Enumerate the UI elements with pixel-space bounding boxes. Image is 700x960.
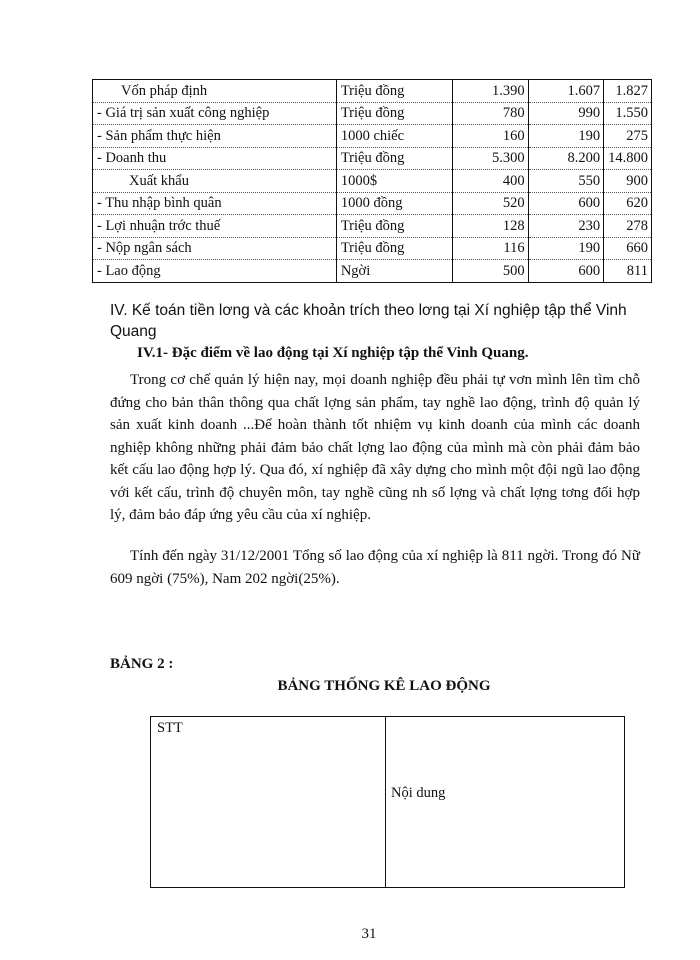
content-header: Nội dung: [391, 785, 446, 801]
row-label: - Doanh thu: [93, 147, 337, 170]
table-row: [93, 260, 652, 283]
table-row: [93, 125, 652, 148]
row-value-3: 1.550: [604, 102, 652, 125]
table-row: [93, 215, 652, 238]
row-value-2: 600: [528, 192, 604, 215]
statistics-table: [92, 79, 652, 283]
table-row: [93, 147, 652, 170]
row-unit: 1000 đồng: [336, 192, 452, 215]
table-row: [93, 237, 652, 260]
paragraph-labor-totals: Tính đến ngày 31/12/2001 Tổng số lao động của xí nghiệp là 811 ngời. Trong đó Nữ 609 ngời (75%), Nam 202 ngời(25%).: [110, 548, 640, 587]
row-value-1: 500: [453, 260, 529, 283]
row-unit: 1000 chiếc: [336, 125, 452, 148]
row-label: Vốn pháp định: [93, 80, 337, 103]
row-unit: Triệu đồng: [336, 102, 452, 125]
row-value-3: 811: [604, 260, 652, 283]
row-label: Xuất khẩu: [93, 170, 337, 193]
row-value-3: 275: [604, 125, 652, 148]
row-value-3: 1.827: [604, 80, 652, 103]
row-unit: 1000$: [336, 170, 452, 193]
labor-statistics-table: [150, 716, 625, 888]
table2-title: BẢNG THỐNG KÊ LAO ĐỘNG: [277, 678, 491, 694]
row-value-2: 190: [528, 237, 604, 260]
column-divider: [385, 717, 386, 887]
row-value-1: 160: [453, 125, 529, 148]
page-number: 31: [361, 926, 377, 942]
row-label: - Giá trị sản xuất công nghiệp: [93, 102, 337, 125]
table2-label: BẢNG 2 :: [110, 656, 174, 672]
row-value-1: 520: [453, 192, 529, 215]
section-iv1-heading: IV.1- Đặc điểm về lao động tại Xí nghiệp tập thể Vinh Quang.: [137, 345, 529, 361]
table-row: [93, 80, 652, 103]
row-value-1: 780: [453, 102, 529, 125]
row-value-3: 660: [604, 237, 652, 260]
row-value-3: 14.800: [604, 147, 652, 170]
row-value-3: 900: [604, 170, 652, 193]
row-label: - Lợi nhuận trớc thuế: [93, 215, 337, 238]
row-value-2: 190: [528, 125, 604, 148]
row-value-1: 128: [453, 215, 529, 238]
row-unit: Triệu đồng: [336, 215, 452, 238]
row-value-2: 1.607: [528, 80, 604, 103]
row-label: - Nộp ngân sách: [93, 237, 337, 260]
row-value-1: 5.300: [453, 147, 529, 170]
row-label: - Lao động: [93, 260, 337, 283]
row-value-2: 550: [528, 170, 604, 193]
table-row: [93, 102, 652, 125]
table-row: [93, 170, 652, 193]
row-unit: Triệu đồng: [336, 147, 452, 170]
paragraph-labor-characteristics: Trong cơ chế quản lý hiện nay, mọi doanh nghiệp đều phải tự vơn mình lên tìm chỗ đứng cho bản thân thông qua chất lợng sản phẩm, tay nghề lao động, trình độ quản lý sản xuất kinh doanh ...Để hoàn thành tốt nhiệm vụ kinh doanh của mình các doanh nghiệp không những phải đảm bảo chất lợng lao động của mình mà còn phải đảm bảo kết cấu lao động hợp lý. Qua đó, xí nghiệp đã xây dựng cho mình một đội ngũ lao động với kết cấu, trình độ chuyên môn, tay nghề cũng nh số lợng và chất lợng tơng đối hợp lý, đảm bảo đáp ứng yêu cầu của xí nghiệp.: [110, 372, 640, 523]
row-unit: Ngời: [336, 260, 452, 283]
row-value-1: 400: [453, 170, 529, 193]
row-label: - Thu nhập bình quân: [93, 192, 337, 215]
row-value-3: 278: [604, 215, 652, 238]
row-unit: Triệu đồng: [336, 80, 452, 103]
row-value-2: 230: [528, 215, 604, 238]
section-iv-heading: IV. Kế toán tiền lơng và các khoản trích theo lơng tại Xí nghiệp tập thể Vinh Quang: [110, 302, 627, 340]
row-value-2: 600: [528, 260, 604, 283]
row-value-2: 990: [528, 102, 604, 125]
row-label: - Sản phẩm thực hiện: [93, 125, 337, 148]
stt-header: STT: [157, 720, 183, 736]
table-row: [93, 192, 652, 215]
row-unit: Triệu đồng: [336, 237, 452, 260]
row-value-1: 1.390: [453, 80, 529, 103]
row-value-1: 116: [453, 237, 529, 260]
row-value-3: 620: [604, 192, 652, 215]
row-value-2: 8.200: [528, 147, 604, 170]
